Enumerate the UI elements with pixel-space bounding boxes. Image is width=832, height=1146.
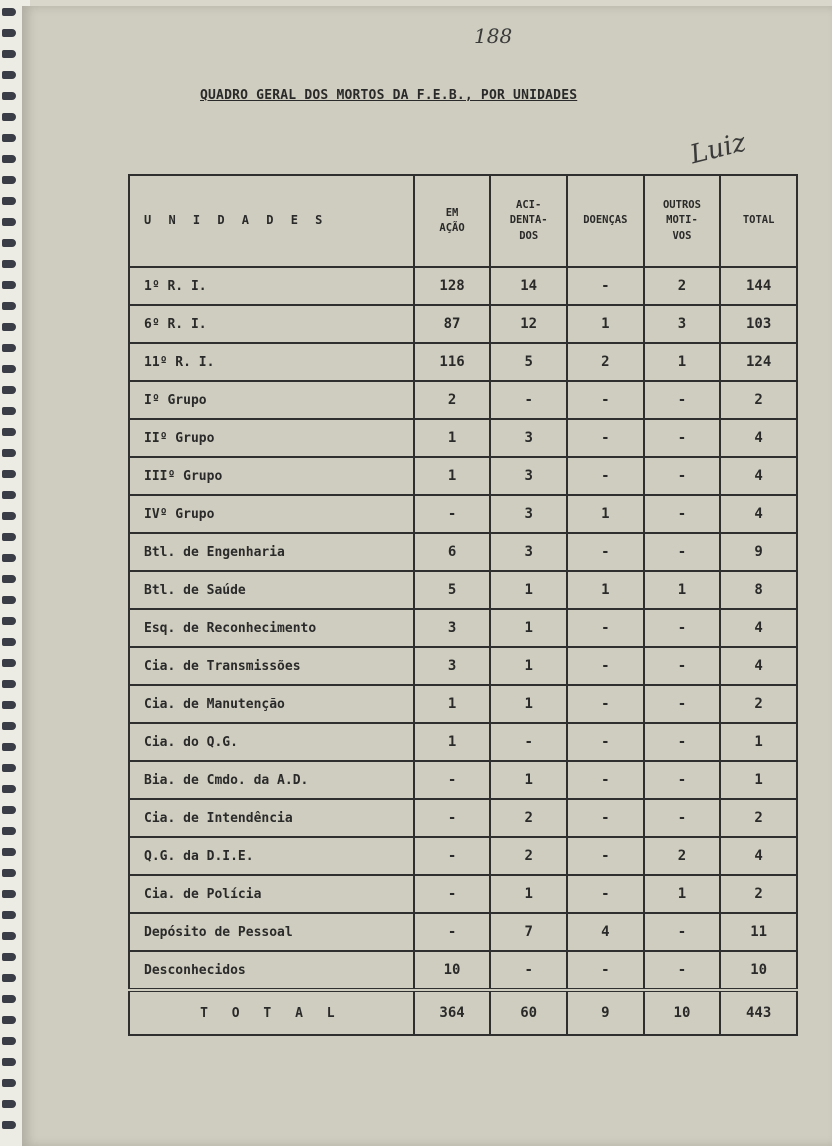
- spiral-coil: [2, 596, 16, 604]
- spiral-coil: [2, 722, 16, 730]
- acidentados-cell: 7: [490, 913, 567, 951]
- acidentados-cell: 3: [490, 495, 567, 533]
- doencas-cell: -: [567, 647, 644, 685]
- total-acidentados: 60: [490, 990, 567, 1035]
- em-acao-cell: 1: [414, 723, 491, 761]
- acidentados-cell: 2: [490, 837, 567, 875]
- total-cell: 2: [720, 875, 797, 913]
- unit-cell: 1º R. I.: [129, 267, 414, 305]
- spiral-coil: [2, 785, 16, 793]
- outros-cell: -: [644, 381, 721, 419]
- spiral-coil: [2, 449, 16, 457]
- doencas-cell: 1: [567, 495, 644, 533]
- unit-cell: Bia. de Cmdo. da A.D.: [129, 761, 414, 799]
- em-acao-cell: 116: [414, 343, 491, 381]
- spiral-coil: [2, 92, 16, 100]
- doencas-cell: -: [567, 685, 644, 723]
- total-cell: 8: [720, 571, 797, 609]
- total-cell: 124: [720, 343, 797, 381]
- total-total: 443: [720, 990, 797, 1035]
- em-acao-cell: 5: [414, 571, 491, 609]
- doencas-cell: 4: [567, 913, 644, 951]
- doencas-cell: -: [567, 761, 644, 799]
- outros-cell: 1: [644, 343, 721, 381]
- spiral-coil: [2, 428, 16, 436]
- total-cell: 4: [720, 609, 797, 647]
- doencas-cell: -: [567, 837, 644, 875]
- doencas-cell: -: [567, 951, 644, 990]
- spiral-coil: [2, 701, 16, 709]
- unit-cell: Cia. de Intendência: [129, 799, 414, 837]
- table-row: [129, 457, 797, 495]
- table-row: [129, 799, 797, 837]
- acidentados-cell: 1: [490, 761, 567, 799]
- acidentados-cell: -: [490, 723, 567, 761]
- spiral-coil: [2, 29, 16, 37]
- page-number: 188: [474, 24, 513, 48]
- spiral-coil: [2, 911, 16, 919]
- em-acao-cell: -: [414, 761, 491, 799]
- doencas-cell: -: [567, 799, 644, 837]
- total-cell: 2: [720, 381, 797, 419]
- spiral-coil: [2, 218, 16, 226]
- acidentados-cell: 1: [490, 685, 567, 723]
- outros-cell: -: [644, 951, 721, 990]
- spiral-coil: [2, 386, 16, 394]
- outros-cell: -: [644, 609, 721, 647]
- unit-cell: Q.G. da D.I.E.: [129, 837, 414, 875]
- em-acao-cell: 3: [414, 609, 491, 647]
- table-row: [129, 571, 797, 609]
- spiral-coil: [2, 932, 16, 940]
- unit-cell: Esq. de Reconhecimento: [129, 609, 414, 647]
- acidentados-cell: 14: [490, 267, 567, 305]
- outros-cell: -: [644, 495, 721, 533]
- table-header-row: [129, 175, 797, 267]
- table-row: [129, 685, 797, 723]
- unit-cell: 11º R. I.: [129, 343, 414, 381]
- spiral-coil: [2, 806, 16, 814]
- casualties-table: [128, 174, 798, 1036]
- em-acao-cell: 6: [414, 533, 491, 571]
- spiral-coil: [2, 281, 16, 289]
- em-acao-cell: 87: [414, 305, 491, 343]
- outros-cell: -: [644, 647, 721, 685]
- doencas-cell: -: [567, 419, 644, 457]
- header-outros-motivos: OUTROS MOTI- VOS: [644, 175, 721, 267]
- outros-cell: 1: [644, 571, 721, 609]
- em-acao-cell: -: [414, 913, 491, 951]
- table-row: [129, 533, 797, 571]
- header-doencas: DOENÇAS: [567, 175, 644, 267]
- unit-cell: Cia. do Q.G.: [129, 723, 414, 761]
- spiral-coil: [2, 554, 16, 562]
- header-acidentados: ACI- DENTA- DOS: [490, 175, 567, 267]
- spiral-coil: [2, 71, 16, 79]
- acidentados-cell: 5: [490, 343, 567, 381]
- outros-cell: -: [644, 419, 721, 457]
- outros-cell: -: [644, 761, 721, 799]
- unit-cell: Btl. de Saúde: [129, 571, 414, 609]
- spiral-coil: [2, 8, 16, 16]
- table-row: [129, 419, 797, 457]
- outros-cell: 1: [644, 875, 721, 913]
- unit-cell: Btl. de Engenharia: [129, 533, 414, 571]
- outros-cell: -: [644, 913, 721, 951]
- outros-cell: -: [644, 457, 721, 495]
- unit-cell: Cia. de Polícia: [129, 875, 414, 913]
- spiral-coil: [2, 407, 16, 415]
- unit-cell: Iº Grupo: [129, 381, 414, 419]
- spiral-coil: [2, 302, 16, 310]
- table-row: [129, 761, 797, 799]
- table-row: [129, 913, 797, 951]
- em-acao-cell: 1: [414, 419, 491, 457]
- doencas-cell: -: [567, 457, 644, 495]
- unit-cell: Cia. de Manutenção: [129, 685, 414, 723]
- unit-cell: Depósito de Pessoal: [129, 913, 414, 951]
- em-acao-cell: 3: [414, 647, 491, 685]
- spiral-coil: [2, 155, 16, 163]
- spiral-coil: [2, 617, 16, 625]
- total-cell: 2: [720, 685, 797, 723]
- outros-cell: 3: [644, 305, 721, 343]
- em-acao-cell: -: [414, 799, 491, 837]
- spiral-coil: [2, 1016, 16, 1024]
- spiral-coil: [2, 827, 16, 835]
- spiral-coil: [2, 365, 16, 373]
- table-row: [129, 343, 797, 381]
- spiral-coil: [2, 638, 16, 646]
- outros-cell: -: [644, 533, 721, 571]
- total-cell: 9: [720, 533, 797, 571]
- total-cell: 144: [720, 267, 797, 305]
- header-unidades: U N I D A D E S: [129, 175, 414, 267]
- table-row: [129, 609, 797, 647]
- acidentados-cell: 1: [490, 609, 567, 647]
- doencas-cell: -: [567, 875, 644, 913]
- table-row: [129, 381, 797, 419]
- total-label: T O T A L: [129, 990, 414, 1035]
- total-cell: 103: [720, 305, 797, 343]
- total-cell: 4: [720, 419, 797, 457]
- acidentados-cell: 2: [490, 799, 567, 837]
- em-acao-cell: -: [414, 837, 491, 875]
- acidentados-cell: -: [490, 951, 567, 990]
- total-cell: 4: [720, 647, 797, 685]
- unit-cell: IIIº Grupo: [129, 457, 414, 495]
- spiral-coil: [2, 764, 16, 772]
- doencas-cell: -: [567, 381, 644, 419]
- acidentados-cell: 1: [490, 647, 567, 685]
- spiral-coil: [2, 890, 16, 898]
- total-cell: 1: [720, 761, 797, 799]
- spiral-coil: [2, 1079, 16, 1087]
- spiral-coil: [2, 575, 16, 583]
- spiral-coil: [2, 1058, 16, 1066]
- em-acao-cell: -: [414, 875, 491, 913]
- table-row: [129, 647, 797, 685]
- spiral-coil: [2, 953, 16, 961]
- outros-cell: -: [644, 723, 721, 761]
- spiral-coil: [2, 995, 16, 1003]
- total-cell: 2: [720, 799, 797, 837]
- acidentados-cell: 1: [490, 875, 567, 913]
- unit-cell: Cia. de Transmissões: [129, 647, 414, 685]
- header-em-acao: EM AÇÃO: [414, 175, 491, 267]
- spiral-coil: [2, 113, 16, 121]
- unit-cell: Desconhecidos: [129, 951, 414, 990]
- total-outros: 10: [644, 990, 721, 1035]
- outros-cell: 2: [644, 267, 721, 305]
- outros-cell: 2: [644, 837, 721, 875]
- total-cell: 11: [720, 913, 797, 951]
- em-acao-cell: 128: [414, 267, 491, 305]
- spiral-coil: [2, 869, 16, 877]
- outros-cell: -: [644, 685, 721, 723]
- document-title: QUADRO GERAL DOS MORTOS DA F.E.B., POR UNIDADES: [200, 88, 578, 103]
- em-acao-cell: -: [414, 495, 491, 533]
- doencas-cell: 1: [567, 305, 644, 343]
- acidentados-cell: 3: [490, 533, 567, 571]
- header-total: TOTAL: [720, 175, 797, 267]
- em-acao-cell: 1: [414, 457, 491, 495]
- doencas-cell: -: [567, 267, 644, 305]
- doencas-cell: 1: [567, 571, 644, 609]
- total-em-acao: 364: [414, 990, 491, 1035]
- doencas-cell: -: [567, 723, 644, 761]
- spiral-coil: [2, 470, 16, 478]
- table-row: [129, 723, 797, 761]
- spiral-coil: [2, 176, 16, 184]
- total-cell: 1: [720, 723, 797, 761]
- spiral-coil: [2, 743, 16, 751]
- spiral-coil: [2, 1037, 16, 1045]
- unit-cell: 6º R. I.: [129, 305, 414, 343]
- doencas-cell: 2: [567, 343, 644, 381]
- table-row: [129, 837, 797, 875]
- total-cell: 4: [720, 457, 797, 495]
- spiral-coil: [2, 239, 16, 247]
- total-cell: 4: [720, 837, 797, 875]
- spiral-coil: [2, 659, 16, 667]
- spiral-coil: [2, 50, 16, 58]
- acidentados-cell: 3: [490, 419, 567, 457]
- spiral-coil: [2, 1100, 16, 1108]
- total-row: [129, 990, 797, 1035]
- acidentados-cell: -: [490, 381, 567, 419]
- total-cell: 10: [720, 951, 797, 990]
- table-row: [129, 951, 797, 990]
- em-acao-cell: 2: [414, 381, 491, 419]
- outros-cell: -: [644, 799, 721, 837]
- acidentados-cell: 12: [490, 305, 567, 343]
- spiral-coil: [2, 344, 16, 352]
- spiral-coil: [2, 323, 16, 331]
- em-acao-cell: 10: [414, 951, 491, 990]
- spiral-coil: [2, 197, 16, 205]
- total-cell: 4: [720, 495, 797, 533]
- unit-cell: IVº Grupo: [129, 495, 414, 533]
- spiral-coil: [2, 491, 16, 499]
- doencas-cell: -: [567, 609, 644, 647]
- table-row: [129, 267, 797, 305]
- unit-cell: IIº Grupo: [129, 419, 414, 457]
- doencas-cell: -: [567, 533, 644, 571]
- table-row: [129, 305, 797, 343]
- acidentados-cell: 1: [490, 571, 567, 609]
- spiral-coil: [2, 134, 16, 142]
- acidentados-cell: 3: [490, 457, 567, 495]
- spiral-coil: [2, 1121, 16, 1129]
- spiral-coil: [2, 260, 16, 268]
- spiral-coil: [2, 974, 16, 982]
- table-row: [129, 875, 797, 913]
- handwritten-initials: Luiz: [687, 127, 749, 171]
- spiral-coil: [2, 680, 16, 688]
- em-acao-cell: 1: [414, 685, 491, 723]
- spiral-coil: [2, 512, 16, 520]
- table-row: [129, 495, 797, 533]
- spiral-coil: [2, 848, 16, 856]
- spiral-coil: [2, 533, 16, 541]
- total-doencas: 9: [567, 990, 644, 1035]
